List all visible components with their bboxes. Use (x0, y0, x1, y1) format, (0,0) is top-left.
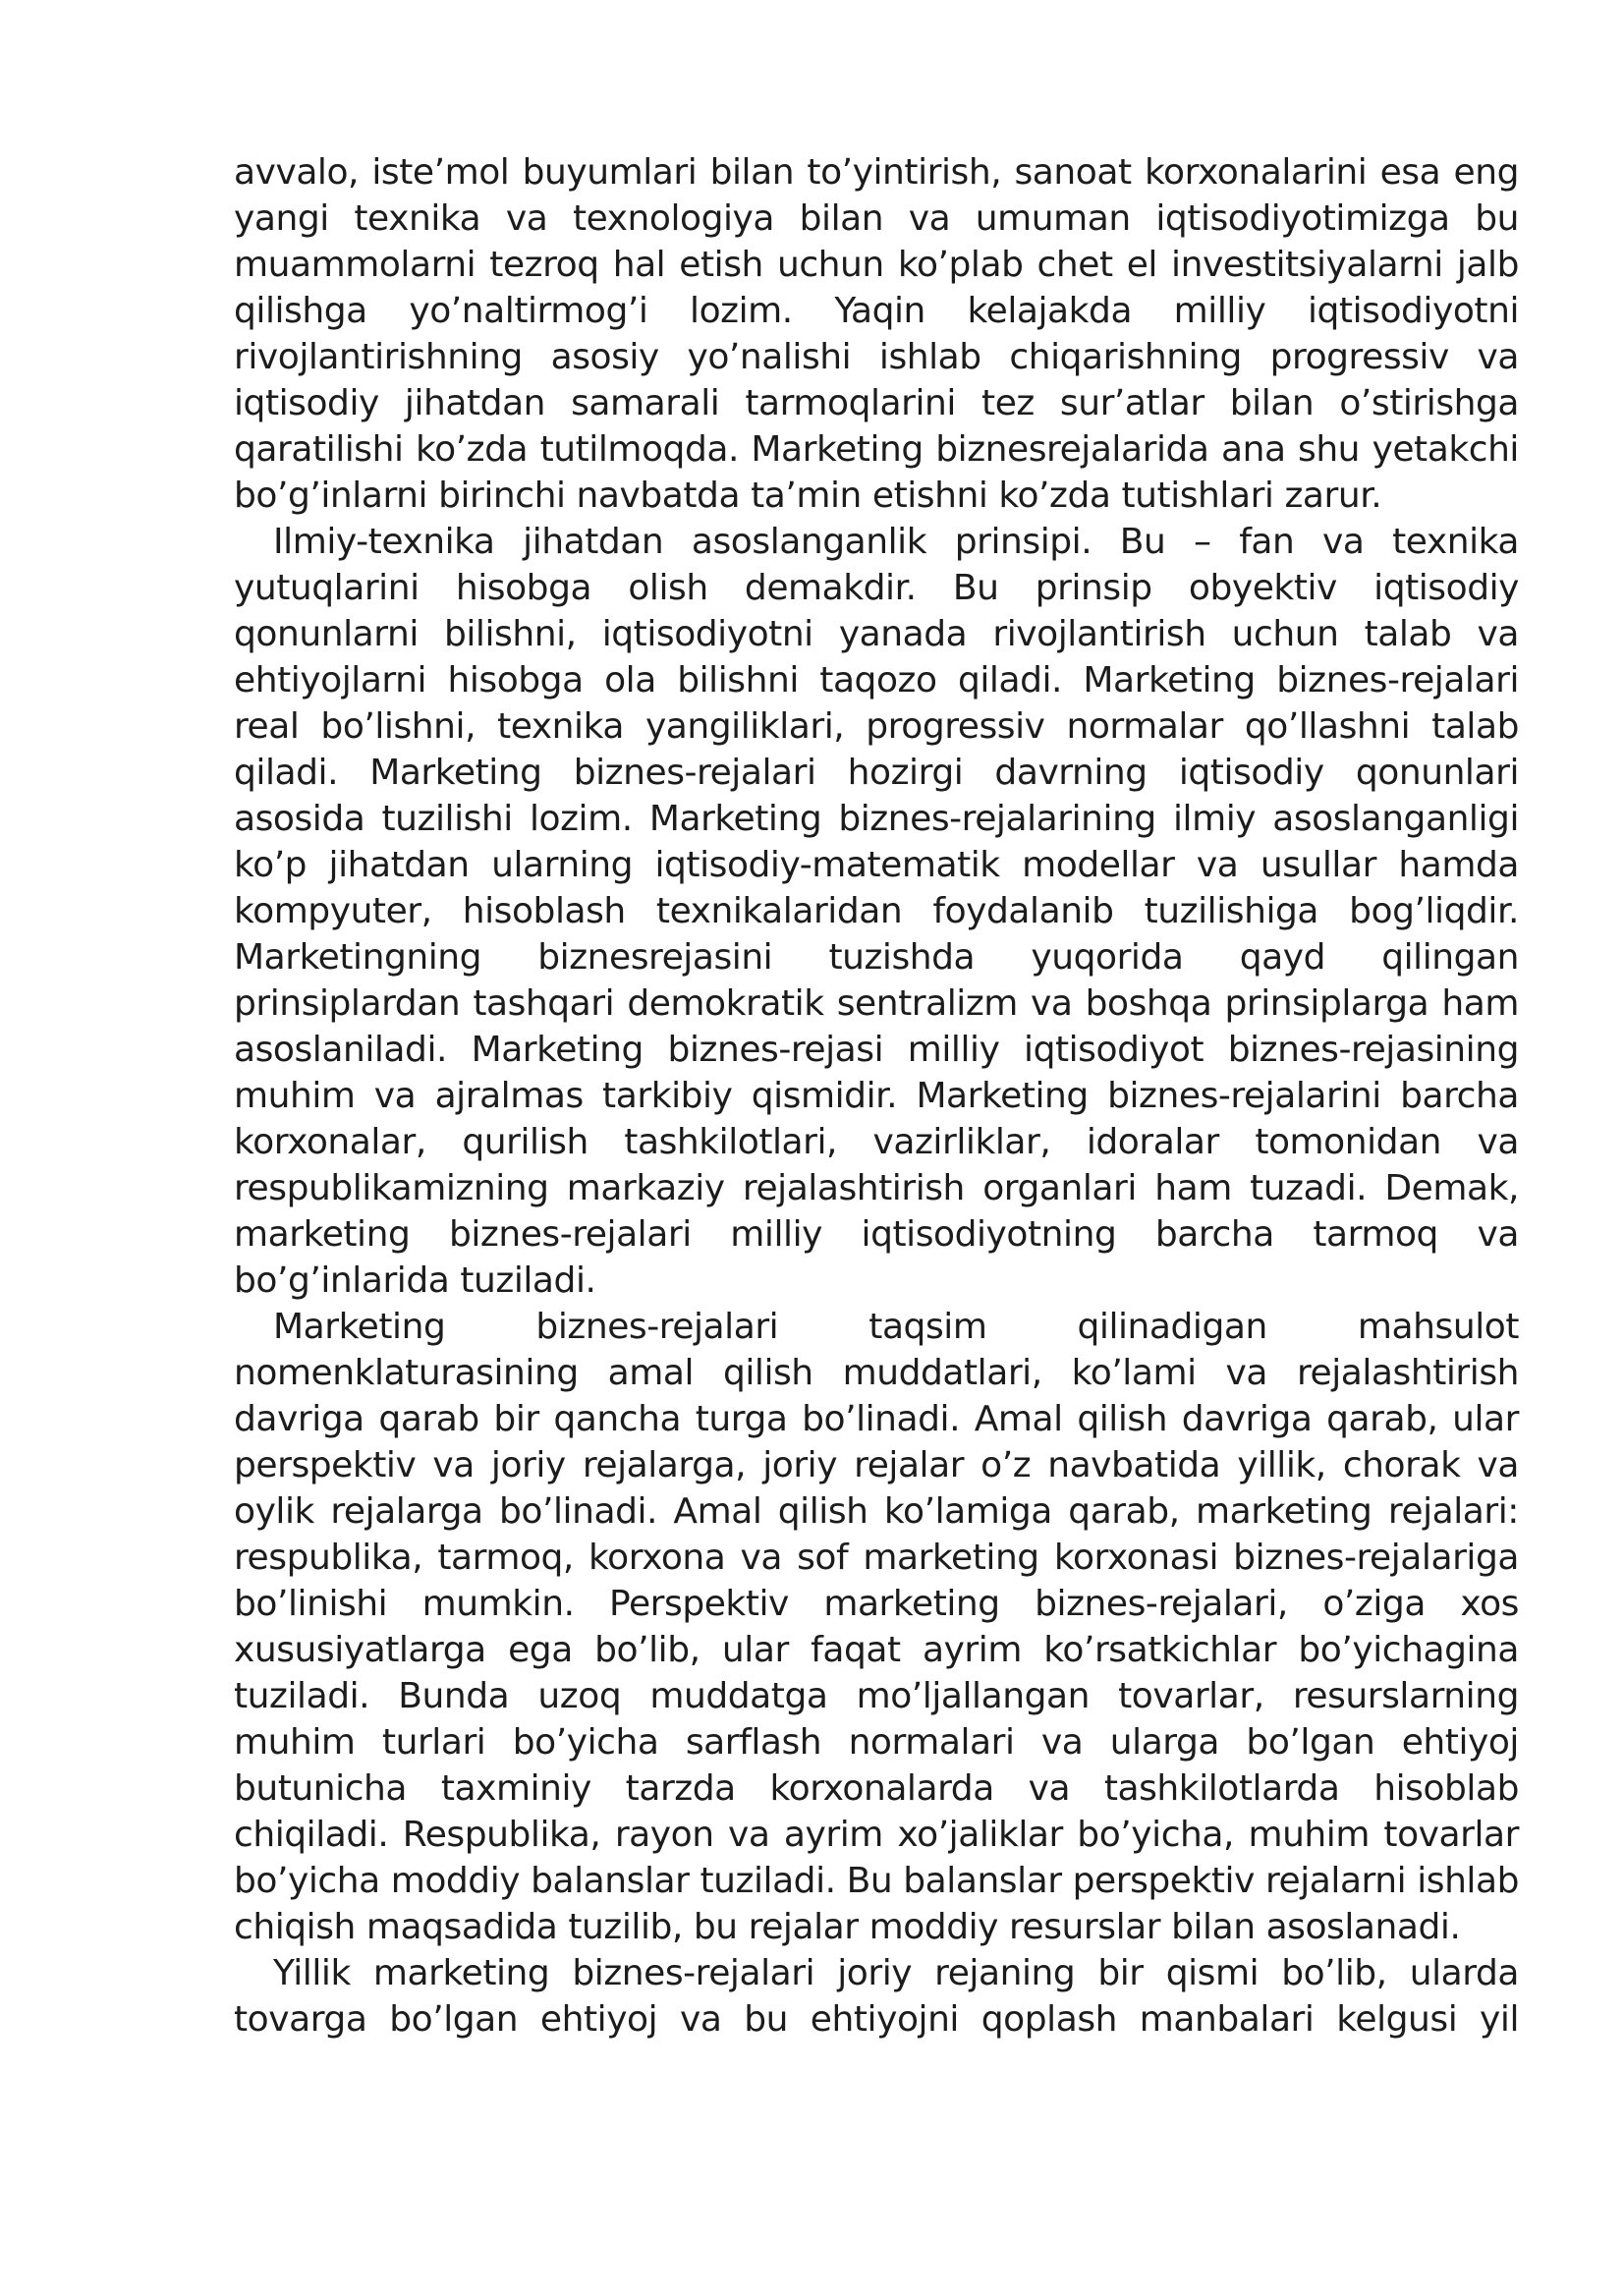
paragraph-2: Ilmiy-texnika jihatdan asoslanganlik prinsipi. Bu – fan va texnika yutuqlarini hisobga olish demakdir. Bu prinsip obyektiv iqtisodiy qonunlarni bilishni, iqtisodiyotni yanada rivojlantirish uchun talab va ehtiyojlarni hisobga ola bilishni taqozo qiladi. Marketing biznes-rejalari real bo’lishni, texnika yangiliklari, progressiv normalar qo’llashni talab qiladi. Marketing biznes-rejalari hozirgi davrning iqtisodiy qonunlari asosida tuzilishi lozim. Marketing biznes-rejalarining ilmiy asoslanganligi ko’p jihatdan ularning iqtisodiy-matematik modellar va usullar hamda kompyuter, hisoblash texnikalaridan foydalanib tuzilishiga bog’liqdir. Marketingning biznesrejasini tuzishda yuqorida qayd qilingan prinsiplardan tashqari demokratik sentralizm va boshqa prinsiplarga ham asoslaniladi. Marketing biznes-rejasi milliy iqtisodiyot biznes-rejasining muhim va ajralmas tarkibiy qismidir. Marketing biznes-rejalarini barcha korxonalar, qurilish tashkilotlari, vazirliklar, idoralar tomonidan va respublikamizning markaziy rejalashtirish organlari ham tuzadi. Demak, marketing biznes-rejalari milliy iqtisodiyotning barcha tarmoq va bo’g’inlarida tuziladi. (234, 522, 1519, 1301)
paragraph-4: Yillik marketing biznes-rejalari joriy rejaning bir qismi bo’lib, ularda tovarga bo’lgan ehtiyoj va bu ehtiyojni qoplash manbalari kelgusi yil (234, 1953, 1519, 2040)
document-page (234, 149, 1519, 2043)
paragraph-3: Marketing biznes-rejalari taqsim qilinadigan mahsulot nomenklaturasining amal qilish muddatlari, ko’lami va rejalashtirish davriga qarab bir qancha turga bo’linadi. Amal qilish davriga qarab, ular perspektiv va joriy rejalarga, joriy rejalar o’z navbatida yillik, chorak va oylik rejalarga bo’linadi. Amal qilish ko’lamiga qarab, marketing rejalari: respublika, tarmoq, korxona va sof marketing korxonasi biznes-rejalariga bo’linishi mumkin. Perspektiv marketing biznes-rejalari, o’ziga xos xususiyatlarga ega bo’lib, ular faqat ayrim ko’rsatkichlar bo’yichagina tuziladi. Bunda uzoq muddatga mo’ljallangan tovarlar, resurslarning muhim turlari bo’yicha sarflash normalari va ularga bo’lgan ehtiyoj butunicha taxminiy tarzda korxonalarda va tashkilotlarda hisoblab chiqiladi. Respublika, rayon va ayrim xo’jaliklar bo’yicha, muhim tovarlar bo’yicha moddiy balanslar tuziladi. Bu balanslar perspektiv rejalarni ishlab chiqish maqsadida tuzilib, bu rejalar moddiy resurslar bilan asoslanadi. (234, 1307, 1519, 1947)
paragraph-1: avvalo, iste’mol buyumlari bilan to’yintirish, sanoat korxonalarini esa eng yangi texnika va texnologiya bilan va umuman iqtisodiyotimizga bu muammolarni tezroq hal etish uchun ko’plab chet el investitsiyalarni jalb qilishga yo’naltirmog’i lozim. Yaqin kelajakda milliy iqtisodiyotni rivojlantirishning asosiy yo’nalishi ishlab chiqarishning progressiv va iqtisodiy jihatdan samarali tarmoqlarini tez sur’atlar bilan o’stirishga qaratilishi ko’zda tutilmoqda. Marketing biznesrejalarida ana shu yetakchi bo’g’inlarni birinchi navbatda ta’min etishni ko’zda tutishlari zarur. (234, 152, 1519, 516)
